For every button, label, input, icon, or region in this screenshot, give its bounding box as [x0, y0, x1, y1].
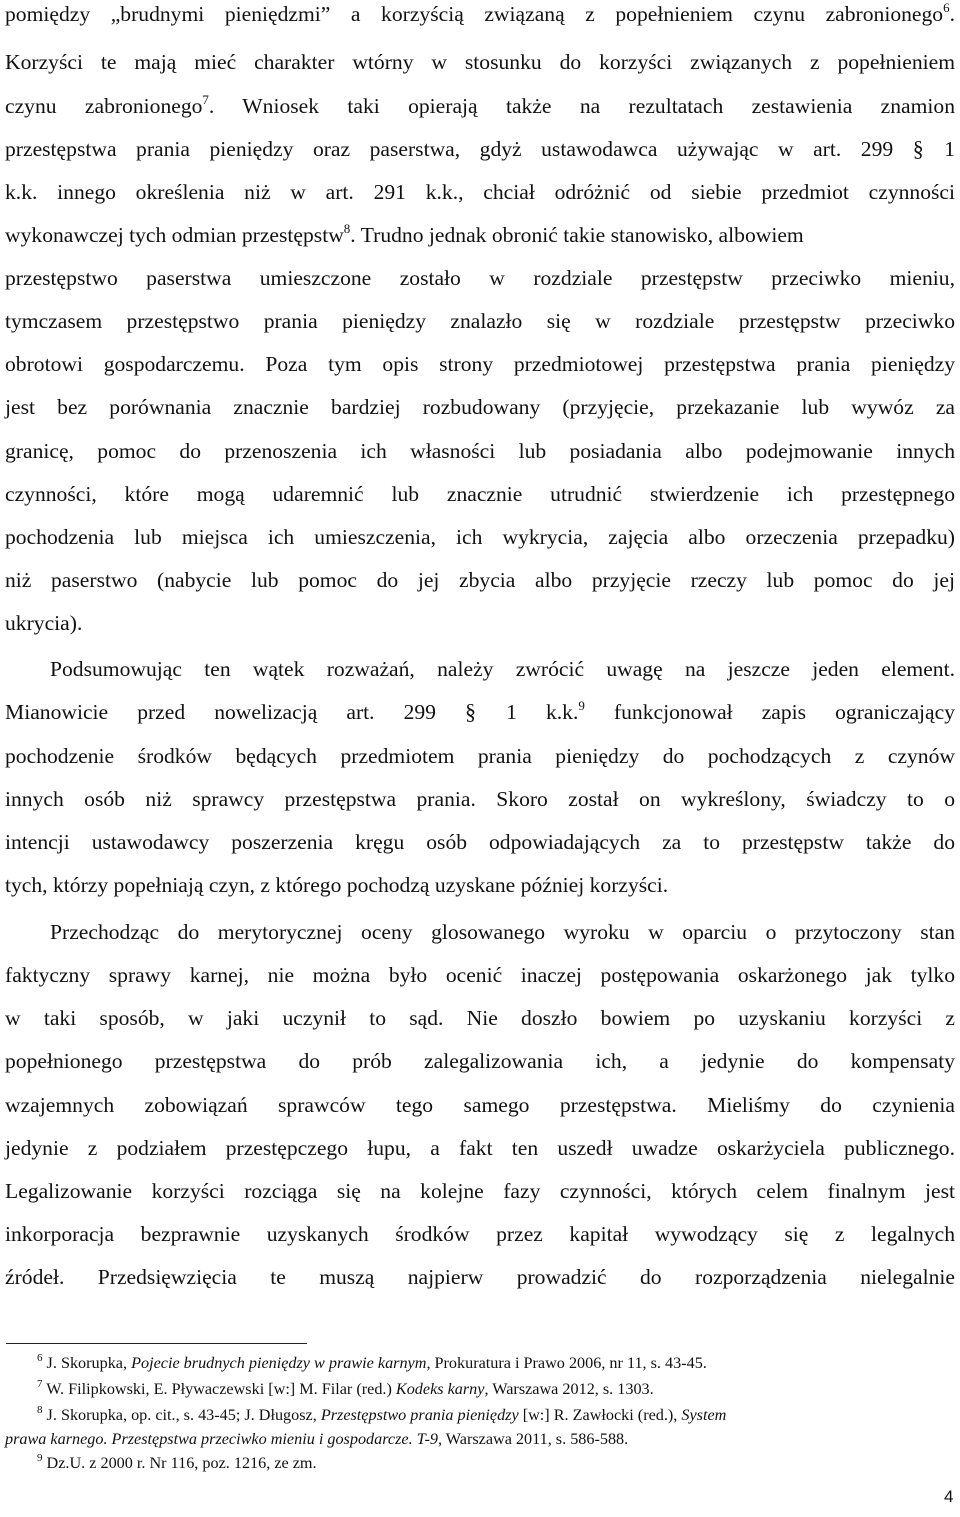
text-line: przestępstwa prania pieniędzy oraz paserstwa, gdyż ustawodawca używając w art. 299 § 1: [5, 136, 955, 161]
text-line: Mianowicie przed nowelizacją art. 299 § 1 k.k.$^9$ funkcjonował zapis ograniczający: [5, 698, 956, 724]
text-line: innych osób niż sprawcy przestępstwa prania. Skoro został on wykreślony, świadczy to o: [5, 787, 955, 811]
text-line: Korzyści te mają mieć charakter wtórny w stosunku do korzyści związanych z popełnieniem: [5, 50, 955, 74]
text-line: tych, którzy popełniają czyn, z którego pochodzą uzyskane później korzyści.: [5, 873, 669, 897]
text-line: źródeł. Przedsięwzięcia te muszą najpierw prowadzić do rozporządzenia nielegalnie: [5, 1265, 955, 1289]
text-line: jedynie z podziałem przestępczego łupu, a fakt ten uszedł uwadze oskarżyciela publicznego.: [5, 1136, 955, 1160]
footnote: $^6$ J. Skorupka, Pojecie brudnych pieniędzy w prawie karnym, Prokuratura i Prawo 2006, nr 11, s. 43-45.: [37, 1352, 707, 1372]
text-line: w taki sposób, w jaki uczynił to sąd. Nie doszło bowiem po uzyskaniu korzyści z: [5, 1006, 955, 1030]
footnote: $^7$ W. Filipkowski, E. Pływaczewski [w:] M. Filar (red.) Kodeks karny, Warszawa 2012, s. 1303.: [37, 1378, 654, 1398]
text-line: wzajemnych zobowiązań sprawców tego samego przestępstwa. Mieliśmy do czynienia: [5, 1093, 955, 1117]
footnote-separator: [6, 1343, 307, 1344]
section-sign: §: [912, 136, 925, 161]
footnote-continuation: prawa karnego. Przestępstwa przeciwko mieniu i gospodarcze. T-9, Warszawa 2011, s. 586-588.: [5, 1430, 629, 1448]
text-line: jest bez porównania znacznie bardziej rozbudowany (przyjęcie, przekazanie lub wywóz za: [5, 395, 955, 419]
text-line: Przechodząc do merytorycznej oceny glosowanego wyroku w oparciu o przytoczony stan: [50, 920, 955, 944]
text-line: wykonawczej tych odmian przestępstw$^8$. Trudno jednak obronić takie stanowisko, albowiem: [5, 221, 804, 247]
page-number: 4: [944, 1487, 954, 1506]
footnote: $^8$ J. Skorupka, op. cit., s. 43-45; J. Długosz, Przestępstwo prania pieniędzy [w:] R. Zawłocki (red.), System: [37, 1404, 727, 1424]
text-line: niż paserstwo (nabycie lub pomoc do jej zbycia albo przyjęcie rzeczy lub pomoc do jej: [5, 568, 955, 592]
text-line: ukrycia).: [5, 611, 83, 635]
text-line: k.k. innego określenia niż w art. 291 k.k., chciał odróżnić od siebie przedmiot czynności: [5, 180, 955, 204]
text-line: czynności, które mogą udaremnić lub znacznie utrudnić stwierdzenie ich przestępnego: [5, 482, 955, 506]
footnote-ref[interactable]: 8: [343, 221, 351, 236]
text-line: obrotowi gospodarczemu. Poza tym opis strony przedmiotowej przestępstwa prania pieniędzy: [5, 352, 955, 376]
footnote-ref[interactable]: 6: [943, 0, 950, 15]
text-line: inkorporacja bezprawnie uzyskanych środków przez kapitał wywodzący się z legalnych: [5, 1222, 955, 1246]
section-sign: §: [465, 699, 478, 724]
text-line: Podsumowując ten wątek rozważań, należy zwrócić uwagę na jeszcze jeden element.: [50, 657, 955, 681]
text-line: intencji ustawodawcy poszerzenia kręgu osób odpowiadających za to przestępstw także do: [5, 830, 955, 854]
text-line: faktyczny sprawy karnej, nie można było ocenić inaczej postępowania oskarżonego jak tylko: [5, 963, 955, 987]
footnote-ref[interactable]: 7: [202, 92, 209, 107]
text-line: pochodzenia lub miejsca ich umieszczenia, ich wykrycia, zajęcia albo orzeczenia przepadku): [5, 525, 955, 549]
text-line: Legalizowanie korzyści rozciąga się na kolejne fazy czynności, których celem finalnym jest: [5, 1179, 955, 1203]
footnote-ref[interactable]: 9: [578, 698, 585, 713]
text-line: tymczasem przestępstwo prania pieniędzy znalazło się w rozdziale przestępstw przeciwko: [5, 309, 955, 333]
text-line: pomiędzy „brudnymi pieniędzmi” a korzyścią związaną z popełnieniem czynu zabronionego$^6$.: [5, 0, 955, 26]
text-line: pochodzenie środków będących przedmiotem prania pieniędzy do pochodzących z czynów: [5, 744, 955, 768]
footnote: $^9$ Dz.U. z 2000 r. Nr 116, poz. 1216, ze zm.: [37, 1452, 317, 1472]
text-line: przestępstwo paserstwa umieszczone zostało w rozdziale przestępstw przeciwko mieniu,: [5, 266, 955, 290]
text-line: granicę, pomoc do przenoszenia ich własności lub posiadania albo podejmowanie innych: [5, 439, 955, 463]
text-line: czynu zabronionego$^7$. Wniosek taki opierają także na rezultatach zestawienia znamion: [5, 92, 955, 118]
text-line: popełnionego przestępstwa do prób zalegalizowania ich, a jedynie do kompensaty: [5, 1049, 955, 1073]
